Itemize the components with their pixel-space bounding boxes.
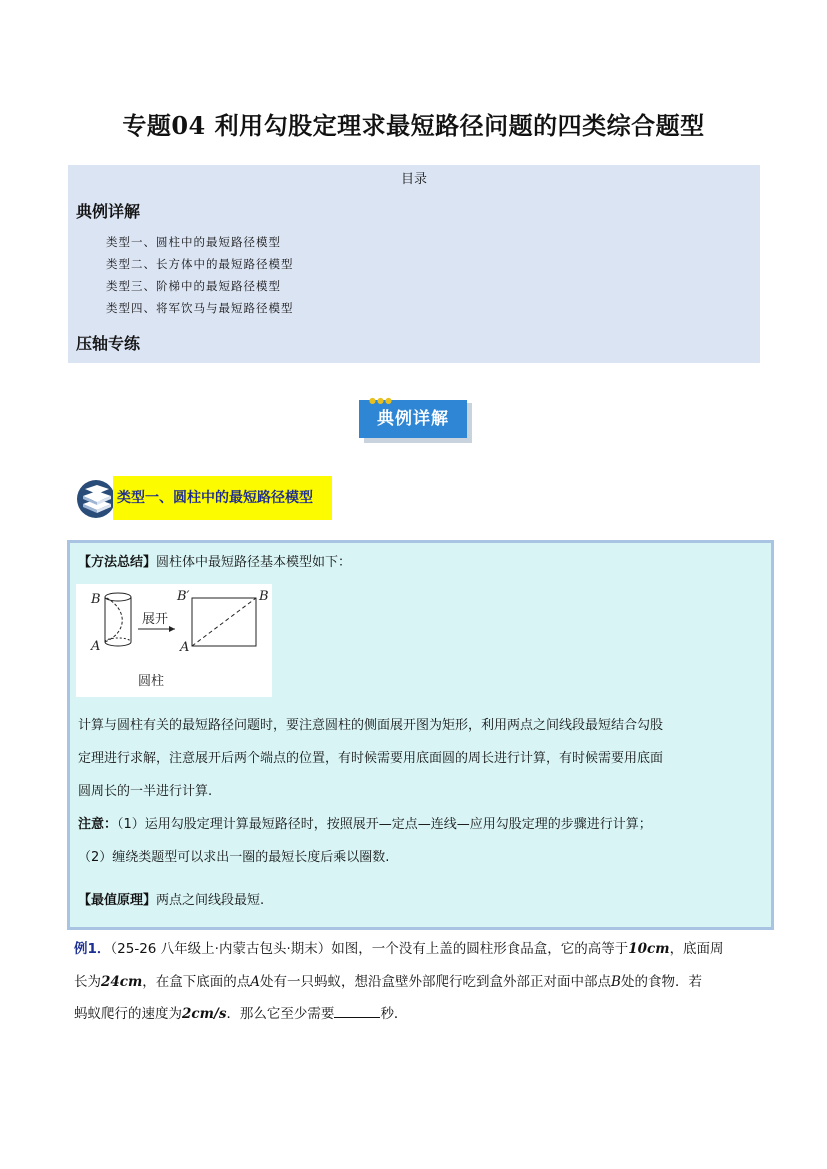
- toc-item-type-3[interactable]: 类型三、阶梯中的最短路径模型: [106, 279, 281, 293]
- table-of-contents: [68, 165, 760, 363]
- speed-value: 2cm/s: [182, 1006, 227, 1022]
- paragraph-line-3: 圆周长的一半进行计算.: [78, 784, 213, 799]
- circumference-value: 24cm: [101, 974, 143, 990]
- summary-text: 圆柱体中最短路径基本模型如下：: [156, 555, 352, 570]
- figure-caption: 圆柱: [138, 674, 165, 689]
- example-1-line-2: [74, 970, 702, 990]
- principle-tag: 【最值原理】: [78, 893, 157, 908]
- banner-dots-icon: ●●●: [369, 396, 393, 405]
- example-text: 长为: [74, 974, 101, 990]
- paragraph-line-1: 计算与圆柱有关的最短路径问题时，要注意圆柱的侧面展开图为矩形，利用两点之间线段最短结合勾股: [78, 718, 664, 733]
- example-source: （25-26 八年级上·内蒙古包头·期末）: [110, 941, 332, 957]
- cylinder-unfold-figure: [76, 584, 272, 697]
- principle-line: [78, 889, 264, 908]
- example-text: 秒．: [380, 1006, 408, 1022]
- toc-item-type-1[interactable]: 类型一、圆柱中的最短路径模型: [106, 235, 281, 249]
- point-a: A: [250, 974, 261, 990]
- label-b-left: B: [91, 592, 101, 607]
- example-text: ，底面周: [669, 941, 724, 957]
- example-text: 如图，一个没有上盖的圆柱形食品盒，它的高等于: [331, 941, 629, 957]
- page-title: 专题04 利用勾股定理求最短路径问题的四类综合题型: [122, 111, 705, 140]
- banner-label: 典例详解: [359, 400, 467, 438]
- example-1-line-1: [74, 937, 724, 957]
- toc-section-examples[interactable]: 典例详解: [76, 202, 141, 221]
- summary-line: [78, 551, 351, 570]
- note-1-text: （1）运用勾股定理计算最短路径时，按照展开—定点—连线—应用勾股定理的步骤进行计算；: [117, 817, 652, 832]
- note-line-1: [78, 813, 652, 832]
- example-text: ，在盒下底面的点: [142, 974, 251, 990]
- paragraph-line-2: 定理进行求解，注意展开后两个端点的位置，有时候需要用底面圆的周长进行计算，有时候需要用底面: [78, 751, 664, 766]
- toc-section-practice[interactable]: 压轴专练: [76, 334, 141, 353]
- example-text: ．那么它至少需要: [226, 1006, 335, 1022]
- label-a-left: A: [91, 639, 101, 654]
- method-summary-box: [67, 540, 774, 930]
- summary-tag: 【方法总结】: [78, 555, 157, 570]
- label-b-right: B: [259, 589, 269, 604]
- example-text: 蚂蚁爬行的速度为: [74, 1006, 182, 1022]
- cylinder-diagram: [76, 584, 272, 697]
- type-1-heading: 类型一、圆柱中的最短路径模型: [113, 476, 332, 520]
- label-b-prime: B′: [177, 589, 190, 604]
- toc-heading: 目录: [400, 172, 427, 187]
- example-1-line-3: [74, 1002, 407, 1022]
- toc-item-list: [106, 231, 294, 319]
- arrow-text: 展开: [142, 612, 169, 627]
- answer-blank[interactable]: [334, 1004, 380, 1018]
- note-line-2: （2）缠绕类题型可以求出一圈的最短长度后乘以圈数.: [78, 850, 390, 865]
- height-value: 10cm: [628, 941, 670, 957]
- example-text: 处有一只蚂蚁，想沿盒壁外部爬行吃到盒外部正对面中部点: [260, 974, 612, 990]
- section-banner: [359, 398, 473, 444]
- label-a-right: A: [180, 640, 190, 655]
- toc-item-type-4[interactable]: 类型四、将军饮马与最短路径模型: [106, 301, 294, 315]
- note-tag: 注意：: [78, 817, 118, 832]
- point-b: B: [611, 974, 621, 990]
- toc-item-type-2[interactable]: 类型二、长方体中的最短路径模型: [106, 257, 294, 271]
- example-text: 处的食物．若: [620, 974, 702, 990]
- example-number: 例1．: [74, 941, 111, 957]
- principle-text: 两点之间线段最短.: [156, 893, 265, 908]
